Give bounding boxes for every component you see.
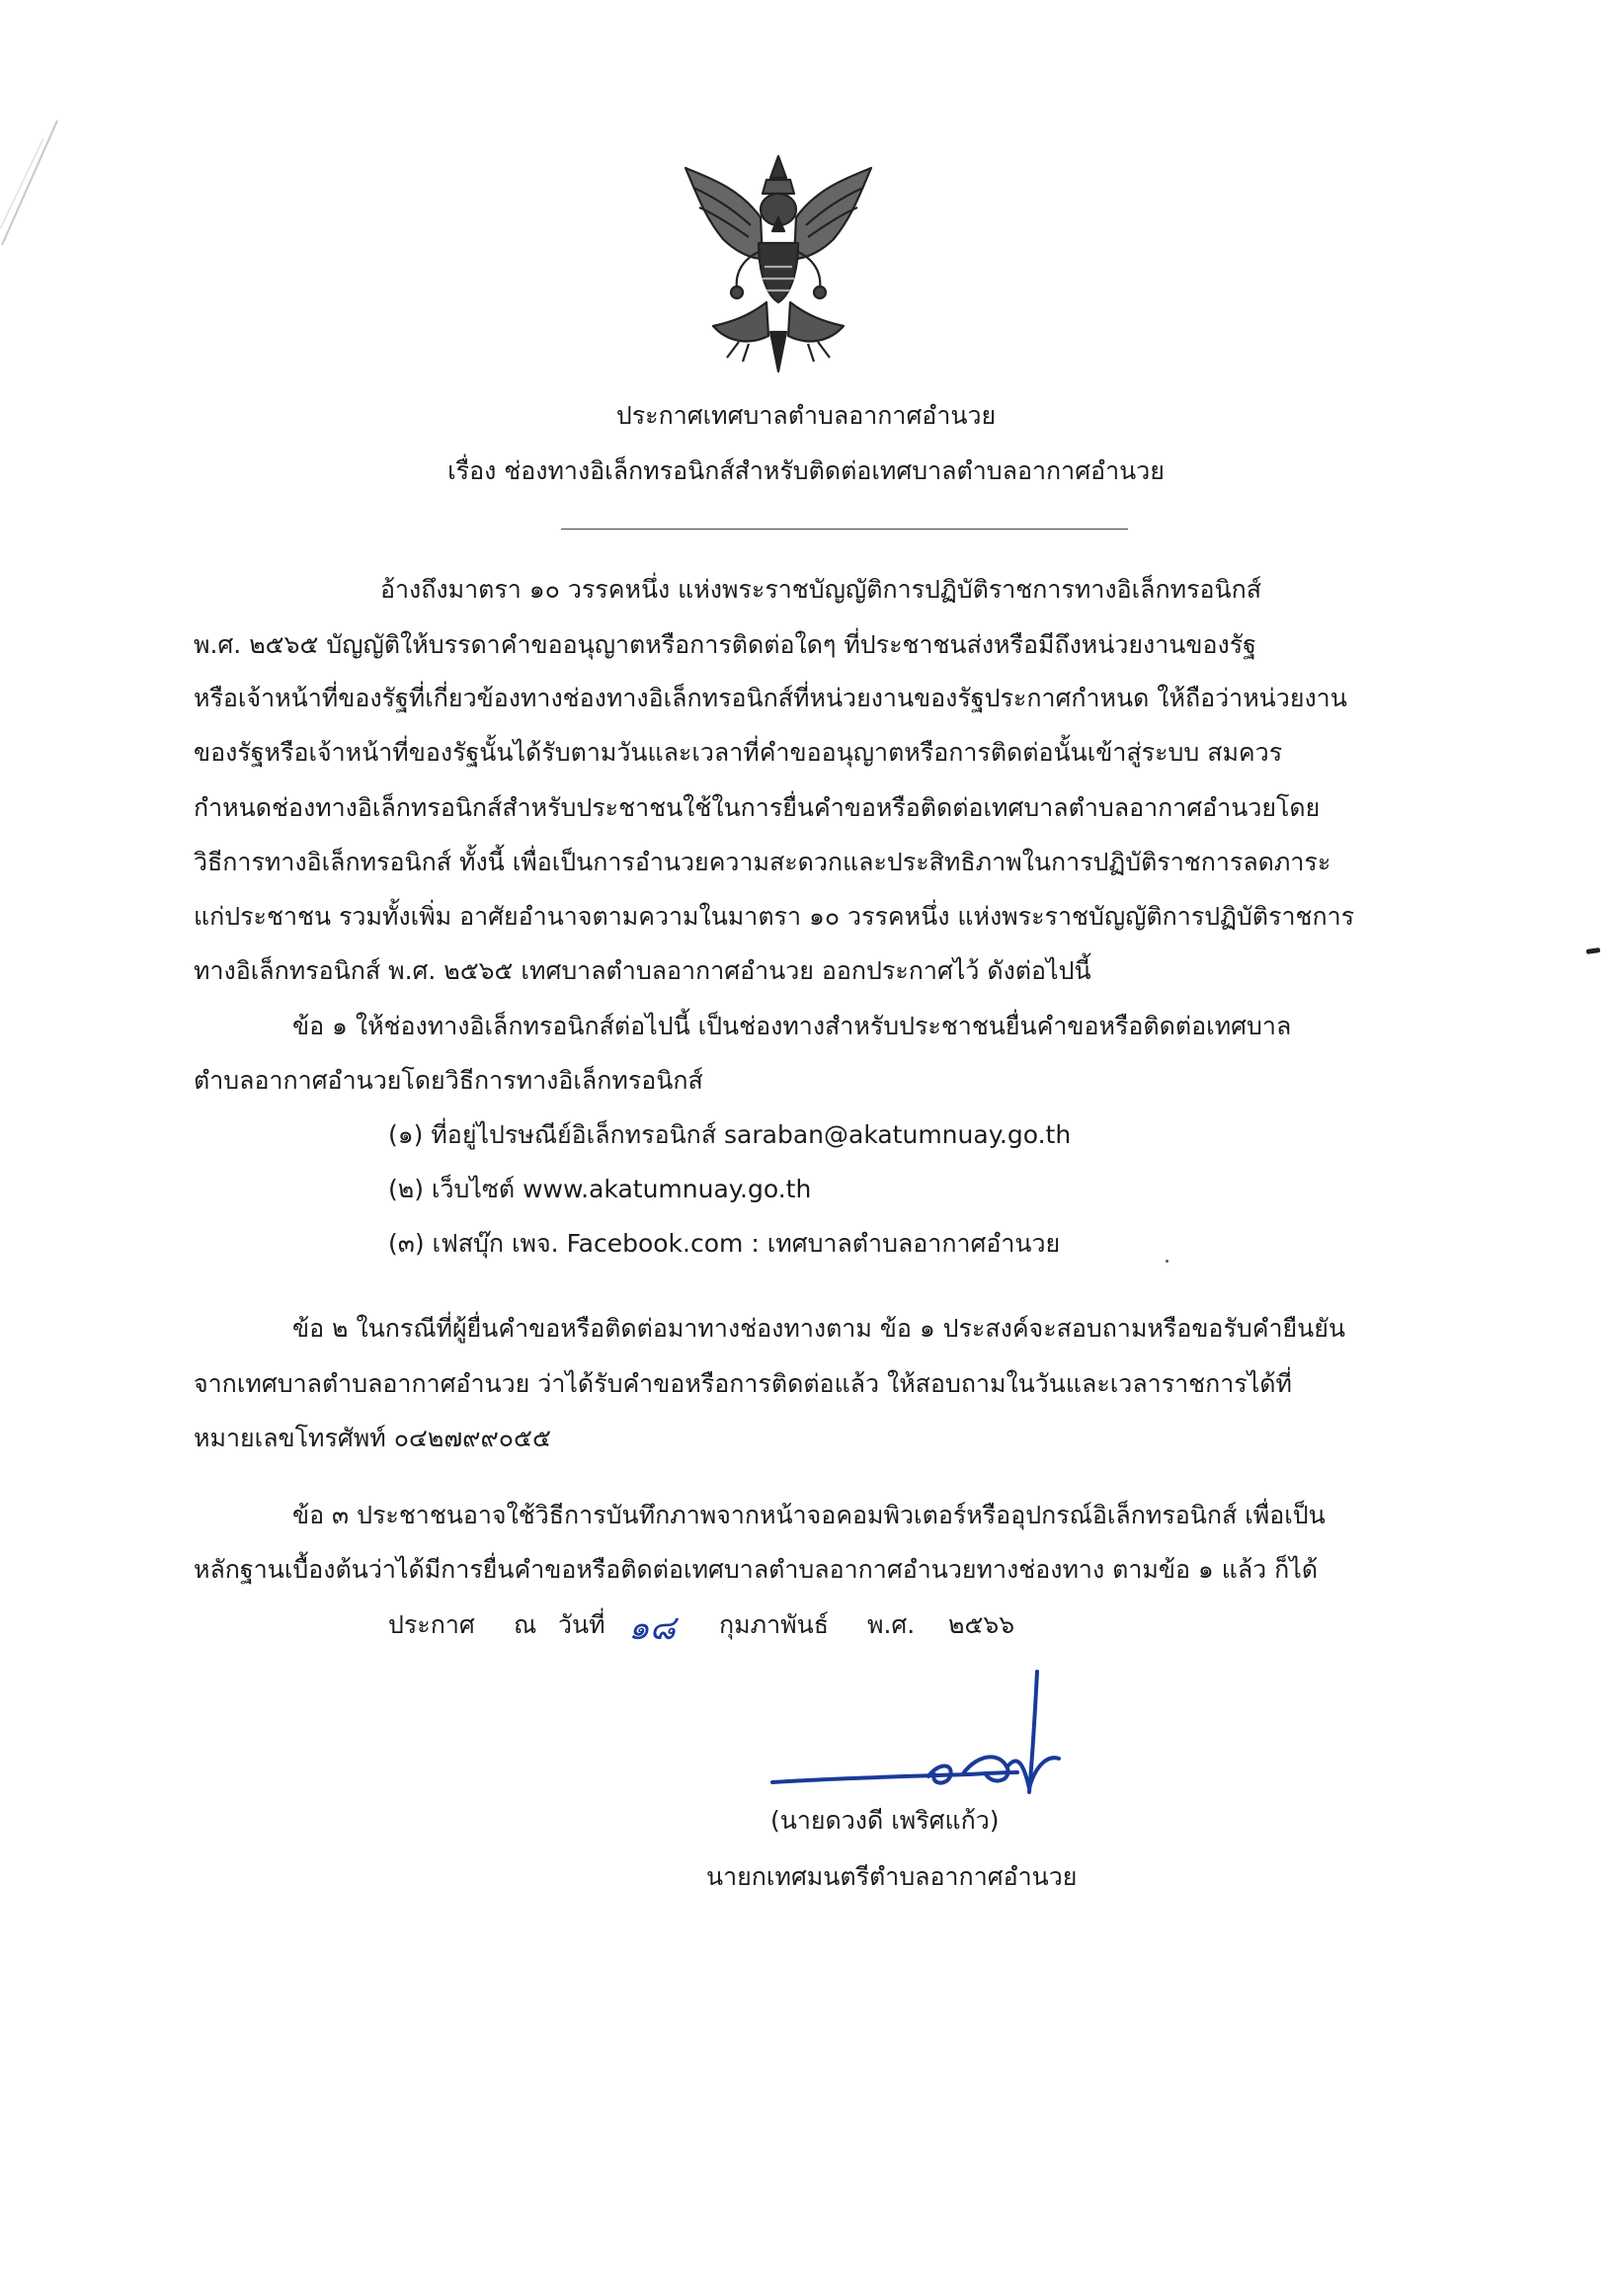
clause-2-line: จากเทศบาลตำบลอากาศอำนวย ว่าได้รับคำขอหรือการติดต่อแล้ว ให้สอบถามในวันและเวลาราชการได้ที่: [194, 1369, 1293, 1398]
preamble-line: ทางอิเล็กทรอนิกส์ พ.ศ. ๒๕๖๕ เทศบาลตำบลอากาศอำนวย ออกประกาศไว้ ดังต่อไปนี้: [194, 956, 1091, 985]
channel-email: (๑) ที่อยู่ไปรษณีย์อิเล็กทรอนิกส์ saraban@akatumnuay.go.th: [388, 1120, 1072, 1149]
preamble-line: หรือเจ้าหน้าที่ของรัฐที่เกี่ยวข้องทางช่องทางอิเล็กทรอนิกส์ที่หน่วยงานของรัฐประกาศกำหนด ให้ถือว่าหน่วยงาน: [194, 684, 1347, 712]
signer-name: (นายดวงดี เพริศแก้ว): [770, 1806, 1000, 1835]
preamble-line: กำหนดช่องทางอิเล็กทรอนิกส์สำหรับประชาชนใช้ในการยื่นคำขอหรือติดต่อเทศบาลตำบลอากาศอำนวยโดย: [194, 793, 1321, 822]
clause-1-line: ข้อ ๑ ให้ช่องทางอิเล็กทรอนิกส์ต่อไปนี้ เป็นช่องทางสำหรับประชาชนยื่นคำขอหรือติดต่อเทศบาล: [292, 1012, 1292, 1040]
page-fold-mark: [0, 119, 59, 247]
announce-day-label: วันที่: [558, 1610, 605, 1639]
scan-artifact: [1586, 947, 1601, 954]
title-divider: [561, 529, 1128, 530]
clause-3-line: หลักฐานเบื้องต้นว่าได้มีการยื่นคำขอหรือติดต่อเทศบาลตำบลอากาศอำนวยทางช่องทาง ตามข้อ ๑ แล้ว ก็ได้: [194, 1555, 1319, 1584]
handwritten-signature: [770, 1660, 1106, 1808]
clause-1-line: ตำบลอากาศอำนวยโดยวิธีการทางอิเล็กทรอนิกส์: [194, 1066, 703, 1095]
clause-2-line: ข้อ ๒ ในกรณีที่ผู้ยื่นคำขอหรือติดต่อมาทางช่องทางตาม ข้อ ๑ ประสงค์จะสอบถามหรือขอรับคำยืนยัน: [292, 1314, 1345, 1343]
preamble-line: พ.ศ. ๒๕๖๕ บัญญัติให้บรรดาคำขออนุญาตหรือการติดต่อใดๆ ที่ประชาชนส่งหรือมีถึงหน่วยงานของรัฐ: [194, 630, 1256, 659]
handwritten-day: ๑๘: [628, 1608, 676, 1648]
preamble-line: วิธีการทางอิเล็กทรอนิกส์ ทั้งนี้ เพื่อเป็นการอำนวยความสะดวกและประสิทธิภาพในการปฏิบัติราชการลดภาระ: [194, 848, 1331, 876]
announce-at: ณ: [514, 1610, 537, 1639]
announce-era: พ.ศ.: [867, 1610, 916, 1639]
preamble-line: ของรัฐหรือเจ้าหน้าที่ของรัฐนั้นได้รับตามวันและเวลาที่คำขออนุญาตหรือการติดต่อนั้นเข้าสู่ระบบ สมควร: [194, 738, 1283, 767]
garuda-emblem-icon: [680, 148, 877, 375]
scan-artifact: [1166, 1260, 1169, 1263]
channel-facebook: (๓) เฟสบุ๊ก เพจ. Facebook.com : เทศบาลตำบลอากาศอำนวย: [388, 1229, 1061, 1258]
announce-year: ๒๕๖๖: [948, 1610, 1015, 1639]
signer-position: นายกเทศมนตรีตำบลอากาศอำนวย: [706, 1862, 1078, 1891]
channel-website: (๒) เว็บไซต์ www.akatumnuay.go.th: [388, 1175, 812, 1203]
announcement-title: ประกาศเทศบาลตำบลอากาศอำนวย: [615, 401, 997, 430]
clause-3-line: ข้อ ๓ ประชาชนอาจใช้วิธีการบันทึกภาพจากหน้าจอคอมพิวเตอร์หรืออุปกรณ์อิเล็กทรอนิกส์ เพื่อเป็น: [292, 1501, 1326, 1529]
preamble-line: อ้างถึงมาตรา ๑๐ วรรคหนึ่ง แห่งพระราชบัญญัติการปฏิบัติราชการทางอิเล็กทรอนิกส์: [380, 575, 1262, 604]
announce-month: กุมภาพันธ์: [719, 1610, 829, 1639]
clause-2-line: หมายเลขโทรศัพท์ ๐๔๒๗๙๙๐๕๕: [194, 1424, 551, 1452]
preamble-line: แก่ประชาชน รวมทั้งเพิ่ม อาศัยอำนาจตามความในมาตรา ๑๐ วรรคหนึ่ง แห่งพระราชบัญญัติการปฏิบัติราชการ: [194, 902, 1355, 931]
announce-prefix: ประกาศ: [388, 1610, 475, 1639]
announcement-subject: เรื่อง ช่องทางอิเล็กทรอนิกส์สำหรับติดต่อเทศบาลตำบลอากาศอำนวย: [447, 456, 1165, 485]
